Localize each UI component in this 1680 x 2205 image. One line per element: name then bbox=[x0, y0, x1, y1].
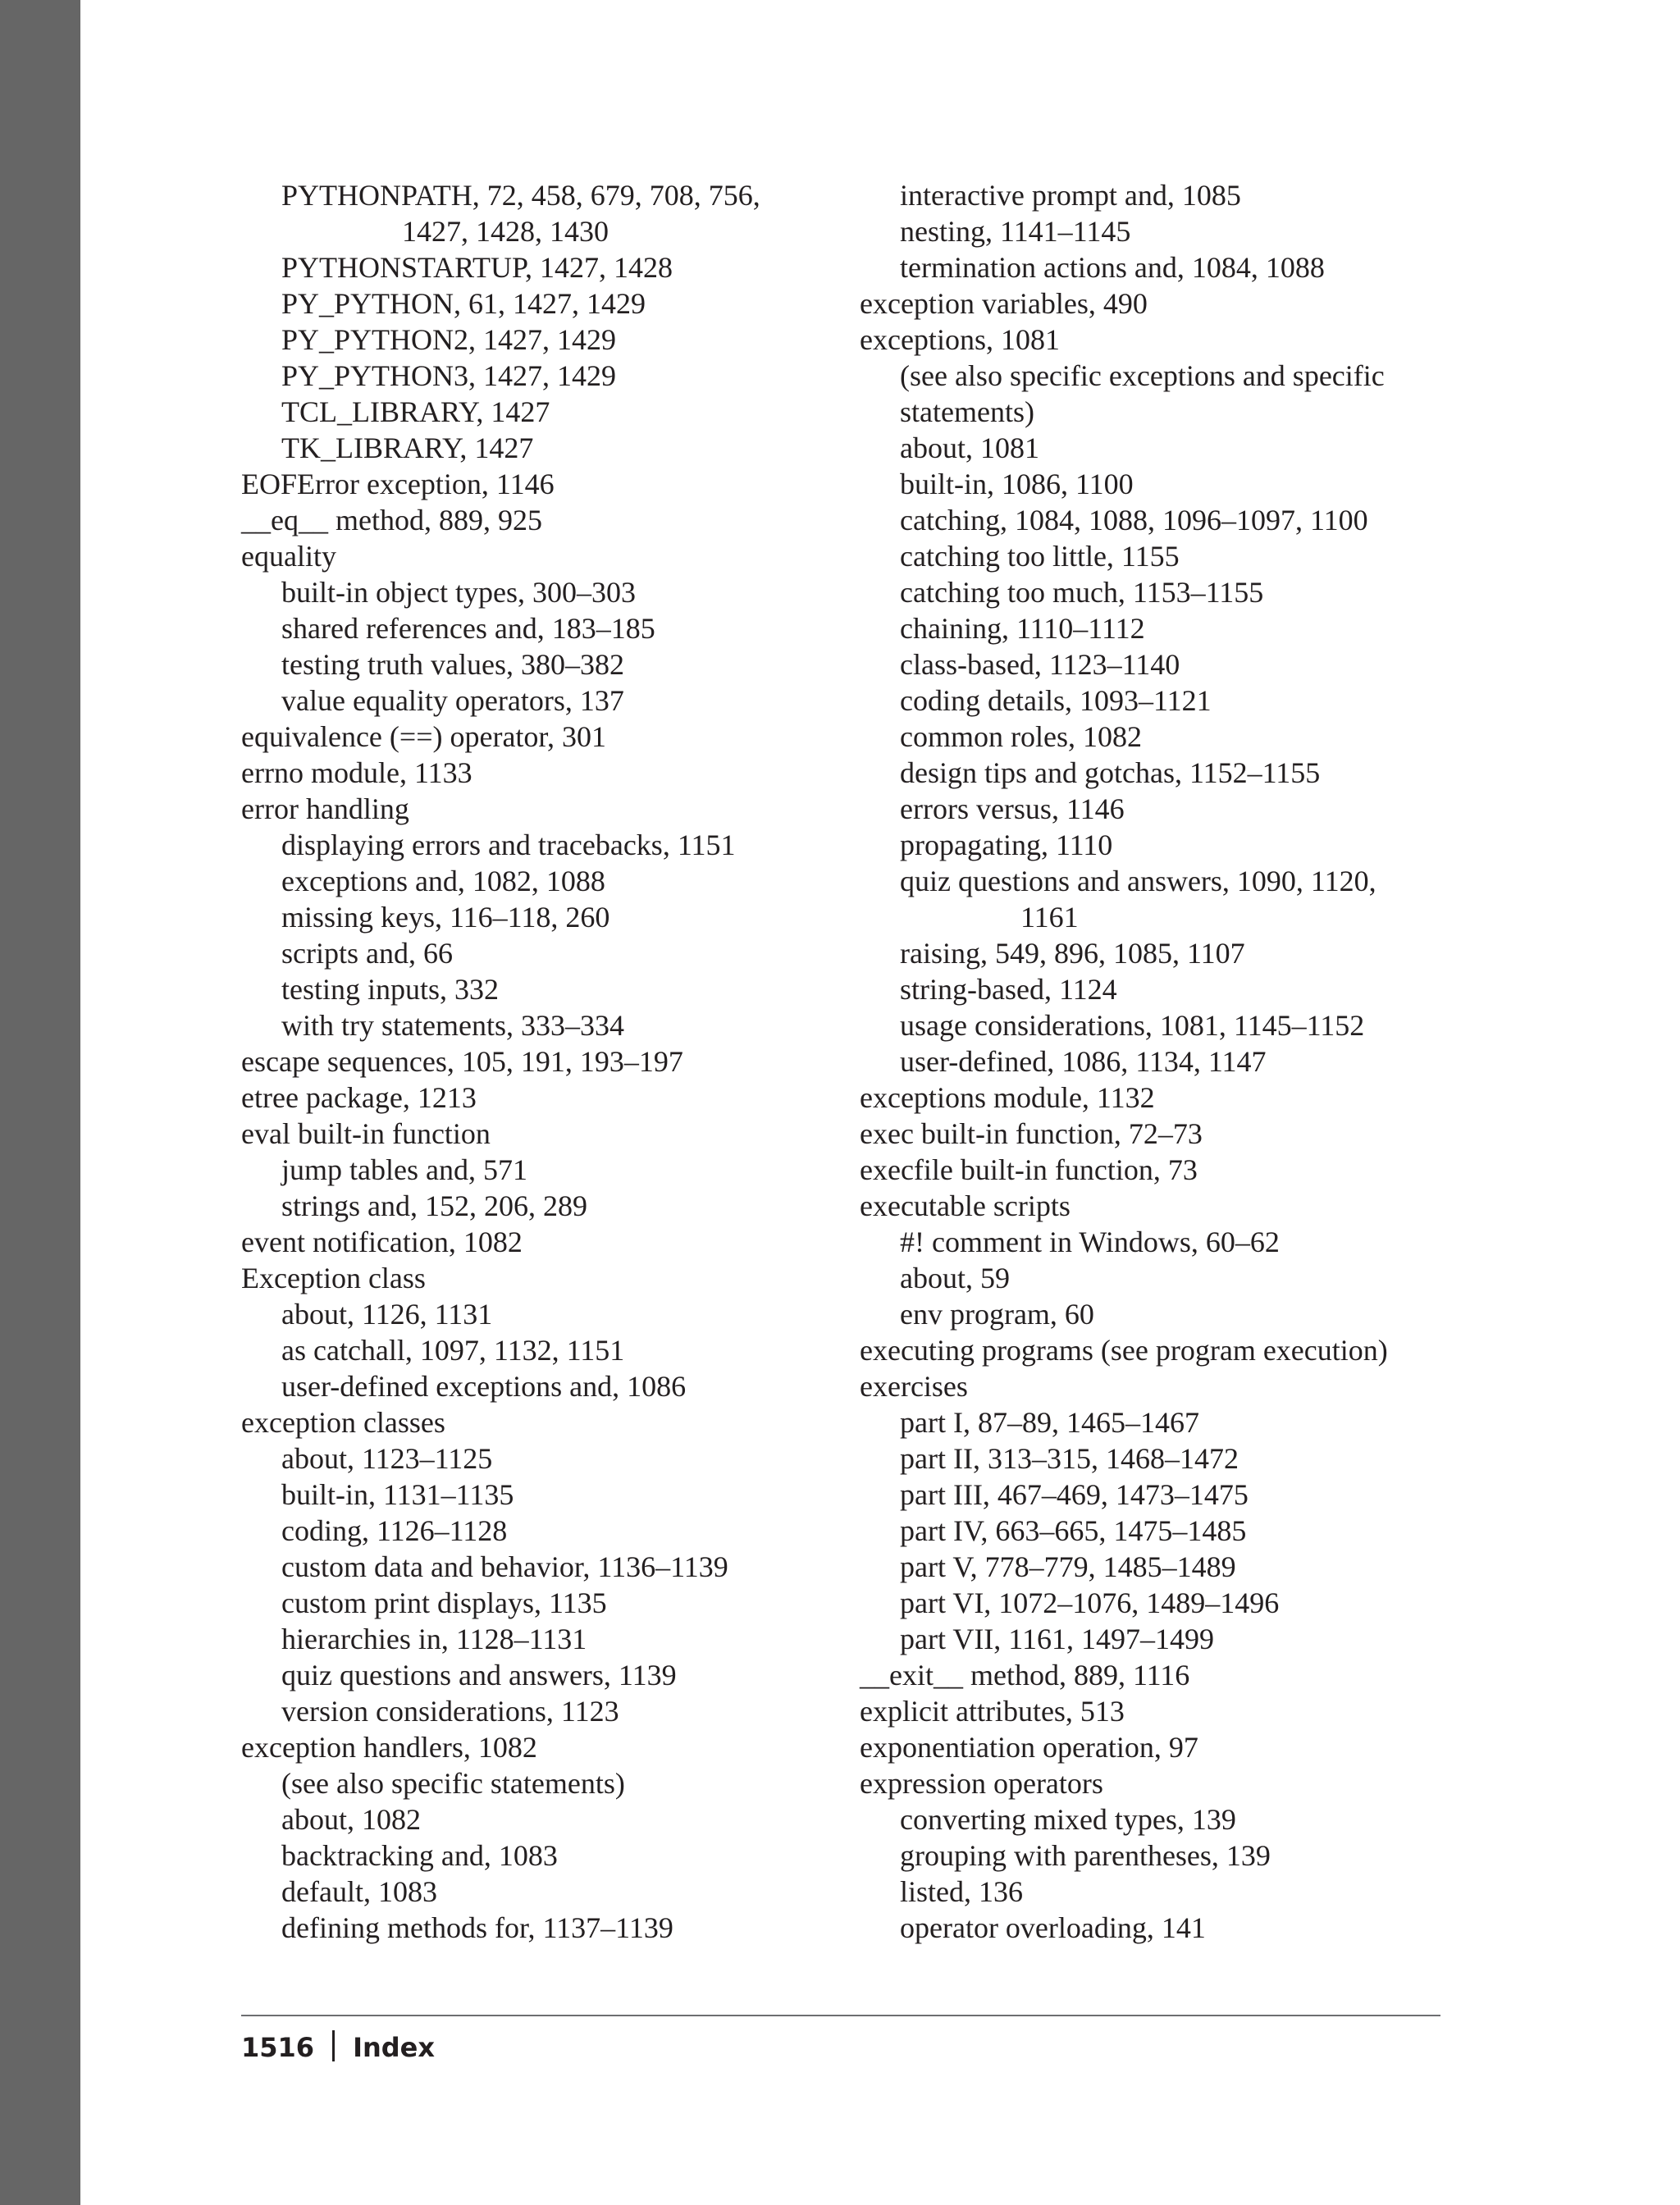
index-entry: exceptions, 1081 bbox=[860, 323, 1060, 356]
page-footer bbox=[241, 2029, 435, 2066]
index-continuation: 1161 bbox=[1020, 901, 1079, 934]
index-subentry: listed, 136 bbox=[900, 1875, 1023, 1908]
index-subentry: testing truth values, 380–382 bbox=[281, 648, 624, 681]
index-subentry: as catchall, 1097, 1132, 1151 bbox=[281, 1334, 625, 1367]
index-subentry: catching, 1084, 1088, 1096–1097, 1100 bbox=[900, 504, 1368, 536]
footer-rule bbox=[241, 2015, 1440, 2016]
index-subentry: value equality operators, 137 bbox=[281, 684, 624, 717]
index-subentry: design tips and gotchas, 1152–1155 bbox=[900, 756, 1321, 789]
index-entry: escape sequences, 105, 191, 193–197 bbox=[241, 1045, 683, 1078]
index-entry: event notification, 1082 bbox=[241, 1226, 523, 1258]
index-subentry: errors versus, 1146 bbox=[900, 792, 1125, 825]
index-subentry: operator overloading, 141 bbox=[900, 1911, 1206, 1944]
index-subentry: about, 1126, 1131 bbox=[281, 1298, 493, 1331]
index-subentry: testing inputs, 332 bbox=[281, 973, 500, 1006]
index-subentry: custom data and behavior, 1136–1139 bbox=[281, 1550, 728, 1583]
index-entry: errno module, 1133 bbox=[241, 756, 472, 789]
index-subentry: catching too much, 1153–1155 bbox=[900, 576, 1264, 609]
index-subentry: about, 1082 bbox=[281, 1803, 421, 1836]
index-subentry: part II, 313–315, 1468–1472 bbox=[900, 1442, 1239, 1475]
index-subentry: user-defined exceptions and, 1086 bbox=[281, 1370, 687, 1403]
index-entry: equality bbox=[241, 540, 336, 573]
index-subentry: (see also specific exceptions and specific bbox=[900, 359, 1385, 392]
index-subentry: about, 59 bbox=[900, 1262, 1010, 1294]
index-entry: error handling bbox=[241, 792, 409, 825]
index-subentry: built-in object types, 300–303 bbox=[281, 576, 636, 609]
index-subentry: grouping with parentheses, 139 bbox=[900, 1839, 1271, 1872]
index-entry: explicit attributes, 513 bbox=[860, 1695, 1125, 1728]
index-entry: eval built-in function bbox=[241, 1117, 491, 1150]
index-subentry: string-based, 1124 bbox=[900, 973, 1117, 1006]
index-entry: __exit__ method, 889, 1116 bbox=[860, 1659, 1190, 1691]
index-subentry: missing keys, 116–118, 260 bbox=[281, 901, 610, 934]
index-subentry: custom print displays, 1135 bbox=[281, 1586, 607, 1619]
index-entry: __eq__ method, 889, 925 bbox=[241, 504, 542, 536]
index-subentry: built-in, 1086, 1100 bbox=[900, 468, 1134, 500]
index-subentry: coding, 1126–1128 bbox=[281, 1514, 508, 1547]
index-entry: etree package, 1213 bbox=[241, 1081, 477, 1114]
index-subentry: quiz questions and answers, 1139 bbox=[281, 1659, 677, 1691]
index-subentry: default, 1083 bbox=[281, 1875, 437, 1908]
index-entry: exception handlers, 1082 bbox=[241, 1731, 537, 1764]
index-subentry: part III, 467–469, 1473–1475 bbox=[900, 1478, 1249, 1511]
index-subentry: PY_PYTHON2, 1427, 1429 bbox=[281, 323, 617, 356]
index-entry: executable scripts bbox=[860, 1189, 1071, 1222]
index-subentry: defining methods for, 1137–1139 bbox=[281, 1911, 673, 1944]
index-entry: execfile built-in function, 73 bbox=[860, 1153, 1198, 1186]
index-subentry: class-based, 1123–1140 bbox=[900, 648, 1180, 681]
index-entry: exponentiation operation, 97 bbox=[860, 1731, 1198, 1764]
index-entry: exception variables, 490 bbox=[860, 287, 1148, 320]
index-subentry: PY_PYTHON, 61, 1427, 1429 bbox=[281, 287, 646, 320]
index-entry: exercises bbox=[860, 1370, 968, 1403]
index-subentry: env program, 60 bbox=[900, 1298, 1094, 1331]
index-subentry: part VI, 1072–1076, 1489–1496 bbox=[900, 1586, 1280, 1619]
index-subentry: version considerations, 1123 bbox=[281, 1695, 619, 1728]
index-entry: Exception class bbox=[241, 1262, 426, 1294]
index-subentry: usage considerations, 1081, 1145–1152 bbox=[900, 1009, 1365, 1042]
index-subentry: catching too little, 1155 bbox=[900, 540, 1180, 573]
index-subentry: TCL_LIBRARY, 1427 bbox=[281, 395, 550, 428]
index-subentry: common roles, 1082 bbox=[900, 720, 1142, 753]
index-subentry: coding details, 1093–1121 bbox=[900, 684, 1212, 717]
index-subentry: raising, 549, 896, 1085, 1107 bbox=[900, 937, 1245, 970]
index-subentry: backtracking and, 1083 bbox=[281, 1839, 558, 1872]
index-entry: exec built-in function, 72–73 bbox=[860, 1117, 1203, 1150]
index-entry: exception classes bbox=[241, 1406, 445, 1439]
page-number: 1516 bbox=[241, 2032, 315, 2063]
index-entry: EOFError exception, 1146 bbox=[241, 468, 555, 500]
index-subentry: part VII, 1161, 1497–1499 bbox=[900, 1623, 1214, 1655]
index-subentry: chaining, 1110–1112 bbox=[900, 612, 1145, 645]
index-subentry: shared references and, 183–185 bbox=[281, 612, 655, 645]
index-subentry: (see also specific statements) bbox=[281, 1767, 625, 1800]
index-subentry: interactive prompt and, 1085 bbox=[900, 179, 1241, 212]
index-subentry: part V, 778–779, 1485–1489 bbox=[900, 1550, 1236, 1583]
index-subentry: part I, 87–89, 1465–1467 bbox=[900, 1406, 1199, 1439]
index-entry: exceptions module, 1132 bbox=[860, 1081, 1155, 1114]
index-subentry: #! comment in Windows, 60–62 bbox=[900, 1226, 1280, 1258]
page-edge-strip bbox=[0, 0, 80, 2205]
index-subentry: about, 1081 bbox=[900, 431, 1039, 464]
index-subentry: PY_PYTHON3, 1427, 1429 bbox=[281, 359, 617, 392]
index-subentry: PYTHONPATH, 72, 458, 679, 708, 756, bbox=[281, 179, 760, 212]
index-subentry: strings and, 152, 206, 289 bbox=[281, 1189, 587, 1222]
index-subentry: scripts and, 66 bbox=[281, 937, 453, 970]
index-subentry: exceptions and, 1082, 1088 bbox=[281, 865, 605, 897]
index-subentry: hierarchies in, 1128–1131 bbox=[281, 1623, 587, 1655]
index-subentry: nesting, 1141–1145 bbox=[900, 215, 1131, 248]
index-entry: equivalence (==) operator, 301 bbox=[241, 720, 606, 753]
section-title: Index bbox=[353, 2032, 435, 2063]
index-subentry: built-in, 1131–1135 bbox=[281, 1478, 514, 1511]
index-subentry: statements) bbox=[900, 395, 1034, 428]
footer-separator bbox=[332, 2030, 335, 2061]
index-subentry: displaying errors and tracebacks, 1151 bbox=[281, 829, 736, 861]
index-continuation: 1427, 1428, 1430 bbox=[402, 215, 609, 248]
index-subentry: part IV, 663–665, 1475–1485 bbox=[900, 1514, 1247, 1547]
index-subentry: user-defined, 1086, 1134, 1147 bbox=[900, 1045, 1267, 1078]
index-subentry: about, 1123–1125 bbox=[281, 1442, 493, 1475]
index-subentry: PYTHONSTARTUP, 1427, 1428 bbox=[281, 251, 673, 284]
index-subentry: jump tables and, 571 bbox=[281, 1153, 527, 1186]
index-subentry: with try statements, 333–334 bbox=[281, 1009, 624, 1042]
index-subentry: propagating, 1110 bbox=[900, 829, 1113, 861]
index-entry: expression operators bbox=[860, 1767, 1103, 1800]
index-subentry: termination actions and, 1084, 1088 bbox=[900, 251, 1325, 284]
index-subentry: converting mixed types, 139 bbox=[900, 1803, 1236, 1836]
index-entry: executing programs (see program execution) bbox=[860, 1334, 1388, 1367]
index-subentry: quiz questions and answers, 1090, 1120, bbox=[900, 865, 1376, 897]
index-subentry: TK_LIBRARY, 1427 bbox=[281, 431, 534, 464]
